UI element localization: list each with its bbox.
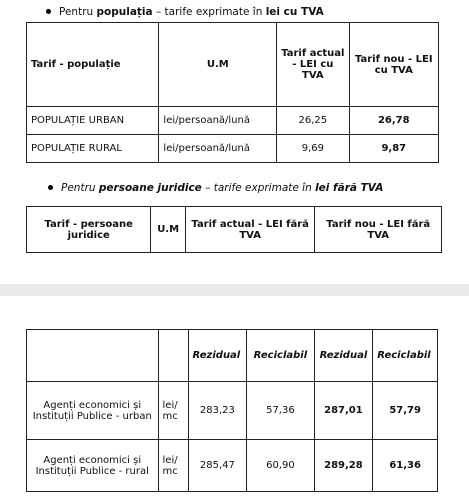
table-cell: 57,36	[247, 382, 314, 440]
bullet-text: – tarife exprimate în	[152, 6, 266, 18]
table-cell: POPULAȚIE RURAL	[27, 135, 159, 163]
table-row	[27, 107, 439, 135]
table-cell: 9,69	[277, 135, 349, 163]
table-cell: 26,25	[277, 107, 349, 135]
bullet-text: Pentru	[61, 182, 99, 194]
header-cell: Rezidual	[188, 330, 247, 382]
table-persoane-juridice	[26, 206, 442, 253]
bullet-bold: populația	[96, 6, 153, 18]
header-cell: Tarif nou - LEI fără TVA	[315, 207, 442, 253]
table-row	[27, 440, 438, 492]
table-cell: 289,28	[314, 440, 373, 492]
table-cell: lei/persoană/lună	[159, 135, 277, 163]
header-cell: U.M	[151, 207, 185, 253]
table-row	[27, 382, 438, 440]
header-cell: Tarif nou - LEI cu TVA	[349, 23, 438, 107]
bullet-text: – tarife exprimate în	[201, 182, 316, 194]
header-cell: Tarif - populație	[27, 23, 159, 107]
table-cell: 287,01	[314, 382, 373, 440]
table-populatie	[26, 22, 439, 163]
header-cell: Reciclabil	[373, 330, 438, 382]
table-agenti-economici	[26, 329, 438, 492]
table-row	[27, 135, 439, 163]
table-cell: POPULAȚIE URBAN	[27, 107, 159, 135]
bullet-populatie	[46, 6, 324, 18]
header-cell: U.M	[159, 23, 277, 107]
header-cell: Tarif - persoane juridice	[27, 207, 151, 253]
table-cell: 9,87	[349, 135, 438, 163]
table-cell: lei/ mc	[158, 440, 188, 492]
table-cell: 283,23	[188, 382, 247, 440]
header-cell	[27, 330, 159, 382]
table-header-row	[27, 23, 439, 107]
table-cell: 285,47	[188, 440, 247, 492]
bullet-bold: lei cu TVA	[265, 6, 324, 18]
bullet-text: Pentru	[59, 6, 97, 18]
bullet-dot-icon	[48, 185, 53, 190]
document-page-bottom	[0, 296, 469, 500]
bullet-bold: lei fără TVA	[315, 182, 384, 194]
table-header-row	[27, 207, 442, 253]
table-cell: 61,36	[373, 440, 438, 492]
header-cell: Tarif actual - LEI fără TVA	[185, 207, 315, 253]
table-cell: lei/ mc	[158, 382, 188, 440]
table-header-row	[27, 330, 438, 382]
table-cell: 26,78	[349, 107, 438, 135]
table-cell: Agenți economici și Instituții Publice - urban	[27, 382, 159, 440]
table-cell: 60,90	[247, 440, 314, 492]
bullet-bold: persoane juridice	[98, 182, 202, 194]
bullet-dot-icon	[46, 9, 51, 14]
bullet-persoane-juridice	[48, 182, 383, 194]
table-cell: 57,79	[373, 382, 438, 440]
header-cell	[158, 330, 188, 382]
page-gap	[0, 284, 469, 296]
header-cell: Tarif actual - LEI cu TVA	[277, 23, 349, 107]
table-cell: lei/persoană/lună	[159, 107, 277, 135]
header-cell: Reciclabil	[247, 330, 314, 382]
header-cell: Rezidual	[314, 330, 373, 382]
table-cell: Agenți economici și Instituții Publice - rural	[27, 440, 159, 492]
